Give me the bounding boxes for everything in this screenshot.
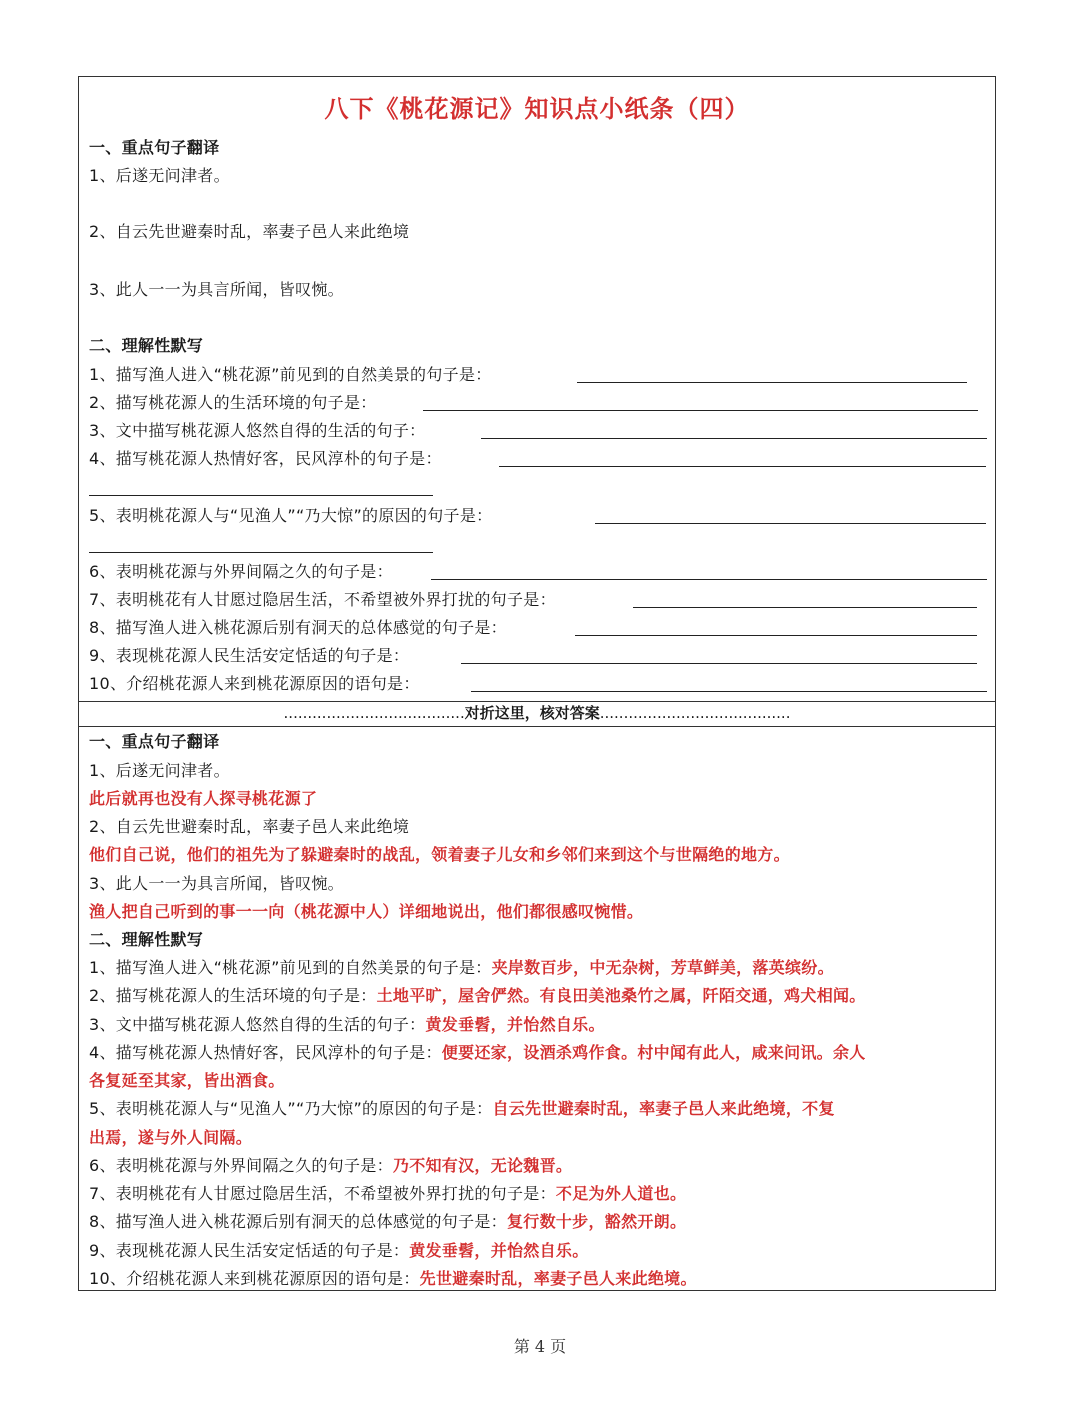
answer-blank-8[interactable] <box>575 635 977 636</box>
answer-translation-question-2: 2、自云先世避秦时乱，率妻子邑人来此绝境 <box>89 817 410 836</box>
answer-dictation-row-3 <box>89 1015 605 1035</box>
dictation-answer-7: 不足为外人道也。 <box>555 1184 687 1203</box>
translation-answer-3: 渔人把自己听到的事一一向（桃花源中人）详细地说出，他们都很感叹惋惜。 <box>89 902 644 921</box>
answer-dictation-question-1: 1、描写渔人进入“桃花源”前见到的自然美景的句子是： <box>89 958 492 977</box>
dictation-question-1: 1、描写渔人进入“桃花源”前见到的自然美景的句子是： <box>89 365 492 384</box>
translation-answer-2: 他们自己说，他们的祖先为了躲避秦时的战乱，领着妻子儿女和乡邻们来到这个与世隔绝的地方。 <box>89 845 790 864</box>
answer-dictation-row-4 <box>89 1043 866 1063</box>
dictation-answer-5: 自云先世避秦时乱，率妻子邑人来此绝境，不复 <box>492 1099 835 1118</box>
answer-section-heading-dictation: 二、理解性默写 <box>89 930 204 949</box>
answer-dictation-row-6 <box>89 1156 572 1176</box>
answer-dictation-question-5: 5、表明桃花源人与“见渔人”“乃大惊”的原因的句子是： <box>89 1099 493 1118</box>
answer-blank-10[interactable] <box>471 691 987 692</box>
translation-question-1: 1、后遂无问津者。 <box>89 166 230 185</box>
dictation-answer-4: 便要还家，设酒杀鸡作食。村中闻有此人，咸来问讯。余人 <box>441 1043 866 1062</box>
page-number: 第 4 页 <box>513 1337 567 1356</box>
answer-blank-5[interactable] <box>595 523 986 524</box>
answer-blank-6[interactable] <box>431 579 987 580</box>
answer-dictation-question-3: 3、文中描写桃花源人悠然自得的生活的句子： <box>89 1015 426 1034</box>
answer-dictation-row-10 <box>89 1269 697 1289</box>
answer-dictation-question-6: 6、表明桃花源与外界间隔之久的句子是： <box>89 1156 393 1175</box>
answer-dictation-question-4: 4、描写桃花源人热情好客，民风淳朴的句子是： <box>89 1043 442 1062</box>
translation-question-2: 2、自云先世避秦时乱，率妻子邑人来此绝境 <box>89 222 410 241</box>
answer-dictation-question-8: 8、描写渔人进入桃花源后别有洞天的总体感觉的句子是： <box>89 1212 507 1231</box>
answer-dictation-row-1 <box>89 958 834 978</box>
answer-section-heading-translation: 一、重点句子翻译 <box>89 732 220 751</box>
answer-blank-5-cont[interactable] <box>89 552 433 553</box>
dictation-question-6: 6、表明桃花源与外界间隔之久的句子是： <box>89 562 393 581</box>
answer-blank-4[interactable] <box>499 466 986 467</box>
fold-line <box>79 701 995 727</box>
answer-blank-4-cont[interactable] <box>89 495 433 496</box>
answer-blank-7[interactable] <box>633 607 977 608</box>
translation-question-3: 3、此人一一为具言所闻，皆叹惋。 <box>89 280 344 299</box>
dictation-question-8: 8、描写渔人进入桃花源后别有洞天的总体感觉的句子是： <box>89 618 507 637</box>
answer-blank-3[interactable] <box>481 438 987 439</box>
answer-dictation-question-7: 7、表明桃花有人甘愿过隐居生活，不希望被外界打扰的句子是： <box>89 1184 556 1203</box>
dictation-answer-10: 先世避秦时乱，率妻子邑人来此绝境。 <box>419 1269 697 1288</box>
worksheet <box>78 76 996 1291</box>
answer-dictation-row-9 <box>89 1241 589 1261</box>
section-heading-translation: 一、重点句子翻译 <box>89 138 220 157</box>
dictation-answer-2: 土地平旷，屋舍俨然。有良田美池桑竹之属，阡陌交通，鸡犬相闻。 <box>376 986 866 1005</box>
fold-dots-left: ...................................... <box>283 704 465 722</box>
answer-dictation-question-9: 9、表现桃花源人民生活安定恬适的句子是： <box>89 1241 410 1260</box>
answer-translation-question-1: 1、后遂无问津者。 <box>89 761 230 780</box>
dictation-question-9: 9、表现桃花源人民生活安定恬适的句子是： <box>89 646 410 665</box>
answer-dictation-row-8 <box>89 1212 686 1232</box>
page-title: 八下《桃花源记》知识点小纸条（四） <box>324 95 750 123</box>
dictation-question-3: 3、文中描写桃花源人悠然自得的生活的句子： <box>89 421 426 440</box>
fold-label: 对折这里，核对答案 <box>464 704 600 722</box>
dictation-question-7: 7、表明桃花有人甘愿过隐居生活，不希望被外界打扰的句子是： <box>89 590 556 609</box>
dictation-answer-9: 黄发垂髫，并怡然自乐。 <box>409 1241 589 1260</box>
section-heading-dictation: 二、理解性默写 <box>89 336 204 355</box>
answer-blank-1[interactable] <box>577 382 967 383</box>
answer-dictation-question-2: 2、描写桃花源人的生活环境的句子是： <box>89 986 377 1005</box>
dictation-question-2: 2、描写桃花源人的生活环境的句子是： <box>89 393 377 412</box>
answer-blank-2[interactable] <box>423 410 978 411</box>
dictation-question-5: 5、表明桃花源人与“见渔人”“乃大惊”的原因的句子是： <box>89 506 493 525</box>
dictation-question-10: 10、介绍桃花源人来到桃花源原因的语句是： <box>89 674 420 693</box>
answer-dictation-row-5 <box>89 1099 835 1119</box>
answer-dictation-row-2 <box>89 986 866 1006</box>
dictation-answer-3: 黄发垂髫，并怡然自乐。 <box>425 1015 605 1034</box>
answer-dictation-question-10: 10、介绍桃花源人来到桃花源原因的语句是： <box>89 1269 420 1288</box>
translation-answer-1: 此后就再也没有人探寻桃花源了 <box>89 789 318 808</box>
answer-translation-question-3: 3、此人一一为具言所闻，皆叹惋。 <box>89 874 344 893</box>
dictation-answer-6: 乃不知有汉，无论魏晋。 <box>392 1156 573 1175</box>
dictation-answer-5-cont: 出焉，遂与外人间隔。 <box>89 1128 253 1147</box>
dictation-answer-8: 复行数十步，豁然开朗。 <box>506 1212 687 1231</box>
answer-blank-9[interactable] <box>461 663 977 664</box>
fold-dots-right: ........................................ <box>599 704 791 722</box>
dictation-question-4: 4、描写桃花源人热情好客，民风淳朴的句子是： <box>89 449 442 468</box>
dictation-answer-1: 夹岸数百步，中无杂树，芳草鲜美，落英缤纷。 <box>491 958 834 977</box>
dictation-answer-4-cont: 各复延至其家，皆出酒食。 <box>89 1071 285 1090</box>
answer-dictation-row-7 <box>89 1184 686 1204</box>
